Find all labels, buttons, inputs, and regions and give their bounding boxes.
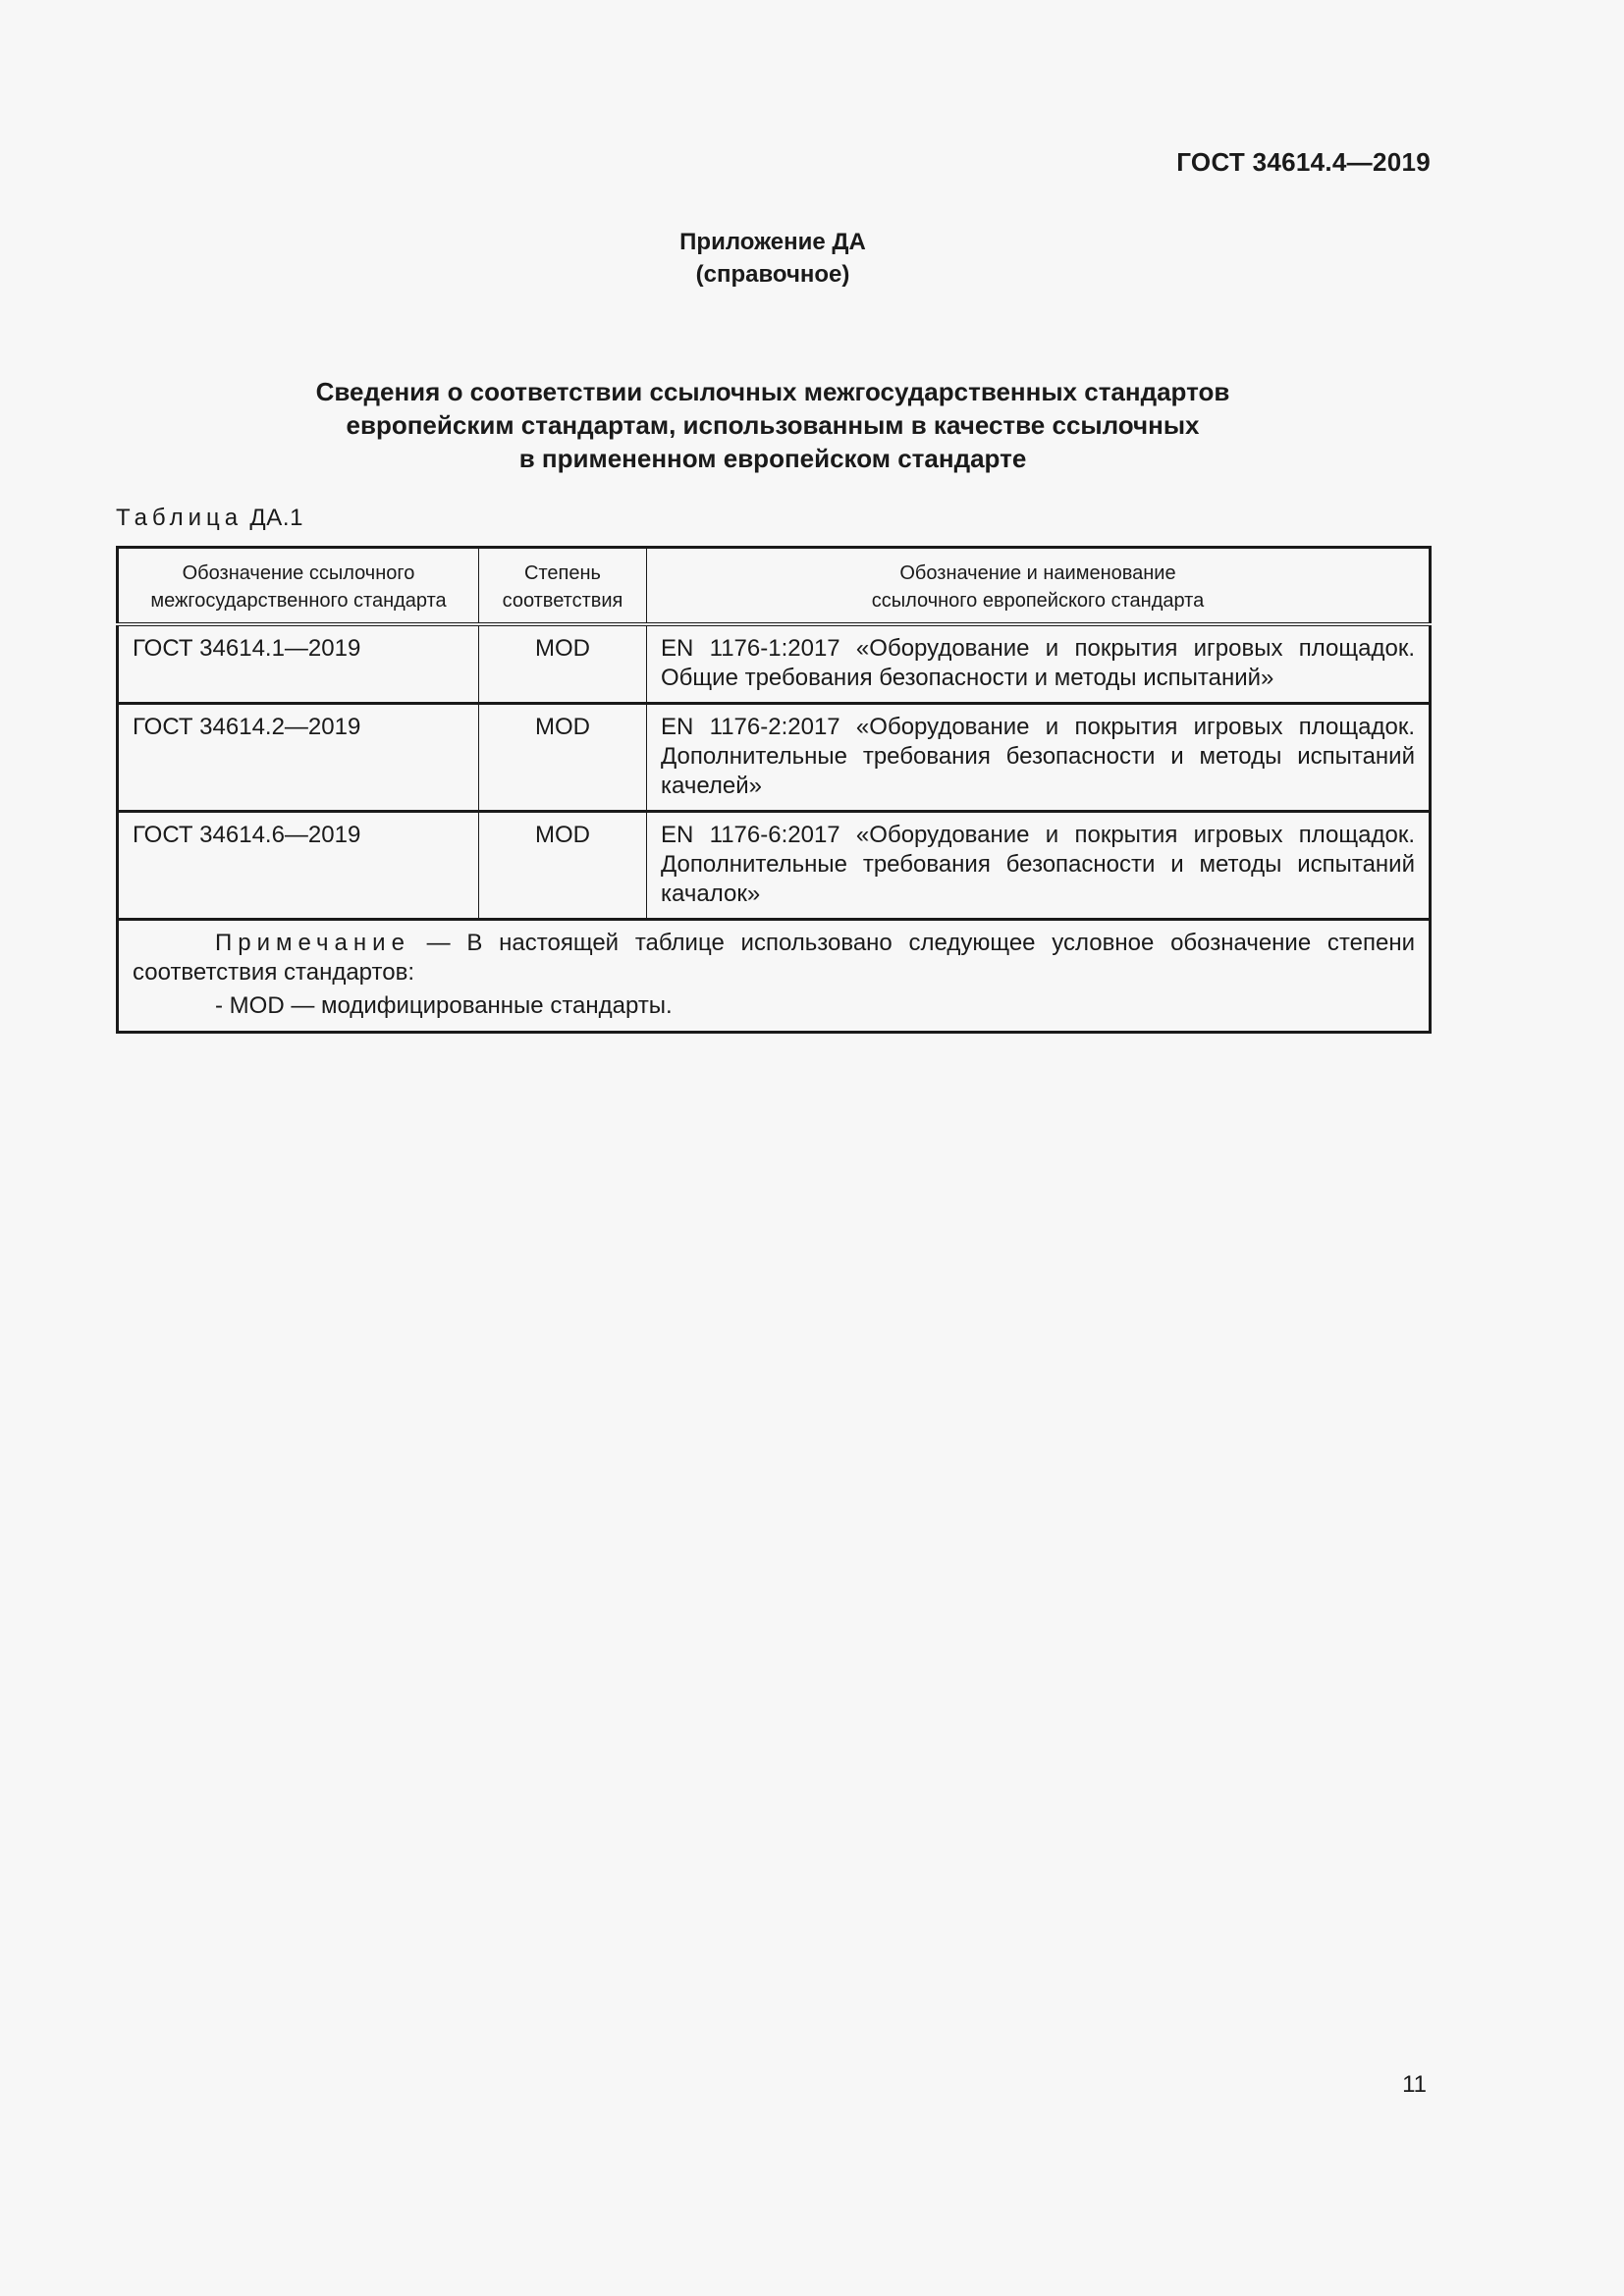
appendix-title: Приложение ДА <box>679 229 866 255</box>
document-code: ГОСТ 34614.4—2019 <box>1176 147 1431 177</box>
header-european-standard <box>647 548 1431 625</box>
cell-standard: ГОСТ 34614.6—2019 <box>118 812 479 920</box>
cell-standard: ГОСТ 34614.2—2019 <box>118 704 479 812</box>
cell-european: EN 1176-6:2017 «Оборудование и покрытия игровых площадок. Дополнительные требования безопасности и методы испытаний качалок» <box>647 812 1431 920</box>
note-list-item: - MOD — модифицированные стандарты. <box>215 992 673 1019</box>
note-label: Примечание <box>215 930 410 956</box>
header-col1-line2: межгосударственного стандарта <box>150 590 447 612</box>
header-col1-line1: Обозначение ссылочного <box>182 562 415 584</box>
table-row <box>118 812 1431 920</box>
note-body: — В настоящей таблице использовано следующее условное обозначение степени соответствия стандартов: <box>133 930 1415 986</box>
table-note-row <box>118 920 1431 1033</box>
page-number: 11 <box>1402 2071 1427 2098</box>
appendix-heading <box>0 226 1545 291</box>
header-interstate-standard <box>118 548 479 625</box>
table-row <box>118 624 1431 704</box>
table-header-row <box>118 548 1431 625</box>
header-degree <box>479 548 647 625</box>
section-title-line-3: в примененном европейском стандарте <box>518 444 1027 473</box>
cell-degree: MOD <box>479 704 647 812</box>
cell-european: EN 1176-2:2017 «Оборудование и покрытия игровых площадок. Дополнительные требования безопасности и методы испытаний качелей» <box>647 704 1431 812</box>
table-caption-word: Таблица <box>116 505 244 531</box>
note-text <box>133 929 1415 988</box>
cell-european: EN 1176-1:2017 «Оборудование и покрытия игровых площадок. Общие требования безопасности и методы испытаний» <box>647 624 1431 704</box>
section-title-line-2: европейским стандартам, использованным в качестве ссылочных <box>346 410 1200 440</box>
section-title <box>0 375 1545 475</box>
cell-standard: ГОСТ 34614.1—2019 <box>118 624 479 704</box>
cell-degree: MOD <box>479 812 647 920</box>
header-col3-line1: Обозначение и наименование <box>899 562 1176 584</box>
header-col3-line2: ссылочного европейского стандарта <box>871 590 1205 612</box>
correspondence-table <box>116 546 1432 1034</box>
table-row <box>118 704 1431 812</box>
table-caption-number: ДА.1 <box>249 505 304 531</box>
header-col2-line2: соответствия <box>502 590 623 612</box>
appendix-subtitle: (справочное) <box>695 261 850 288</box>
header-col2-line1: Степень <box>524 562 601 584</box>
table-note <box>118 920 1431 1033</box>
cell-degree: MOD <box>479 624 647 704</box>
table-caption <box>116 505 303 532</box>
section-title-line-1: Сведения о соответствии ссылочных межгосударственных стандартов <box>315 377 1230 406</box>
